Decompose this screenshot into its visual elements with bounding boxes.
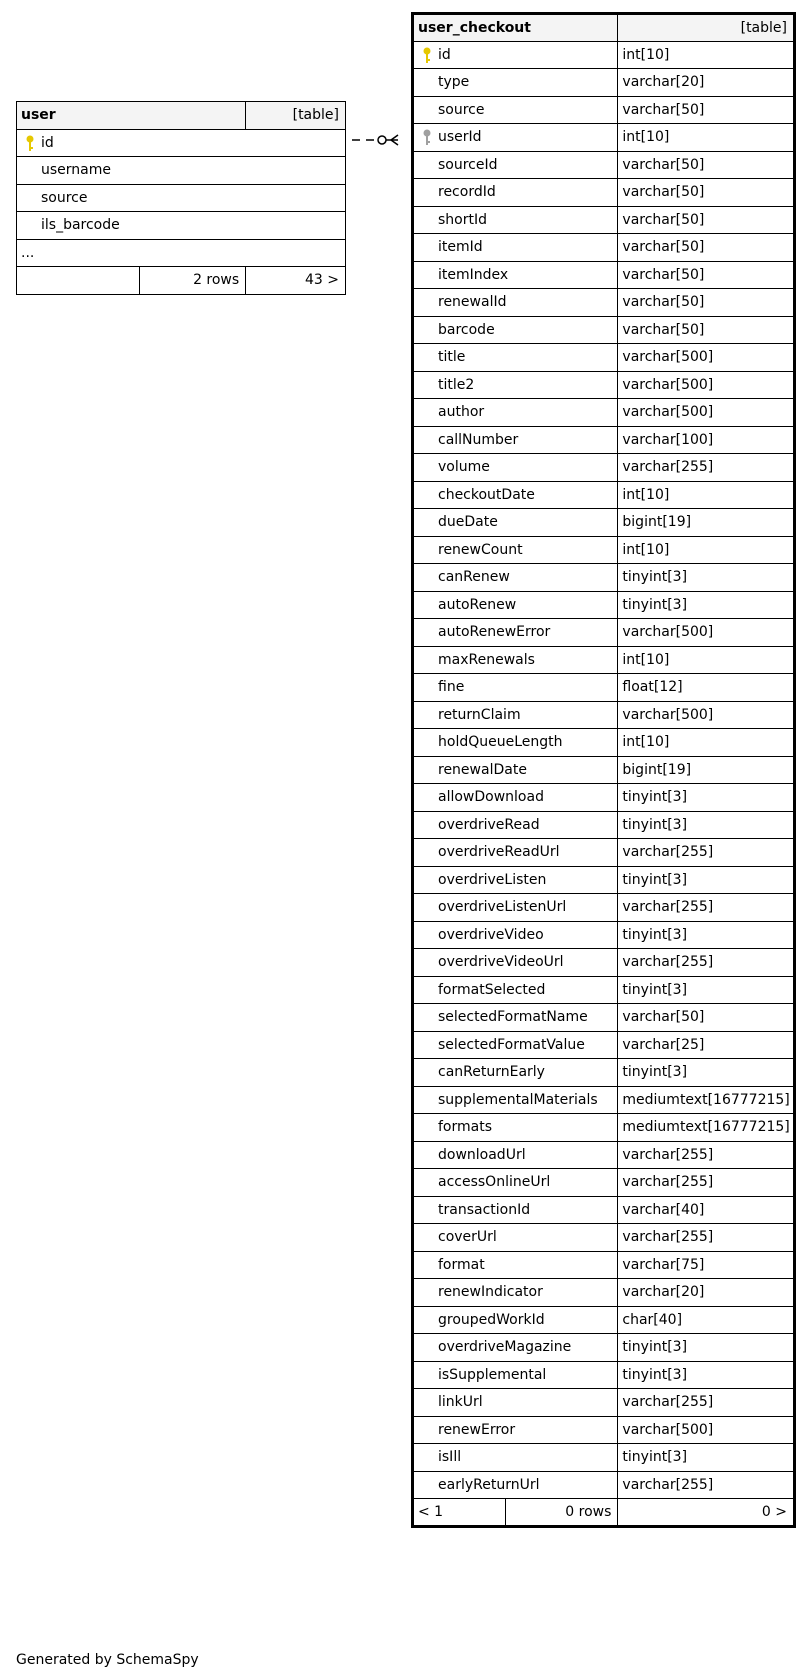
column-name-text: ils_barcode [41, 217, 120, 234]
column-name [17, 184, 346, 212]
column-name-text: barcode [438, 321, 495, 338]
column-name [413, 811, 618, 839]
column-name [413, 756, 618, 784]
column-type: varchar[50] [618, 289, 795, 317]
generated-by-footer: Generated by SchemaSpy [16, 1652, 199, 1668]
table-name: user_checkout [413, 14, 618, 42]
table-row [17, 129, 346, 157]
table-row [413, 591, 795, 619]
column-name [413, 619, 618, 647]
table-footer [17, 267, 346, 295]
column-name-text: formats [438, 1119, 493, 1136]
column-type: tinyint[3] [618, 1444, 795, 1472]
column-name-text: downloadUrl [438, 1146, 526, 1163]
column-type: varchar[50] [618, 206, 795, 234]
column-type: tinyint[3] [618, 976, 795, 1004]
table-row [413, 399, 795, 427]
column-type: varchar[255] [618, 1471, 795, 1499]
column-name [413, 96, 618, 124]
table-row [413, 1471, 795, 1499]
column-name-text: username [41, 162, 111, 179]
column-name [413, 69, 618, 97]
table-row [413, 674, 795, 702]
column-name [413, 564, 618, 592]
table-header [17, 102, 346, 130]
column-type: varchar[40] [618, 1196, 795, 1224]
column-name-text: dueDate [438, 514, 498, 531]
column-type: tinyint[3] [618, 811, 795, 839]
column-type: varchar[50] [618, 179, 795, 207]
table-row [413, 1279, 795, 1307]
table-row [413, 69, 795, 97]
column-name-text: linkUrl [438, 1394, 483, 1411]
table-row [413, 371, 795, 399]
table-row [413, 1196, 795, 1224]
column-name-text: renewalId [438, 294, 507, 311]
column-name [17, 157, 346, 185]
column-name-text: itemIndex [438, 266, 509, 283]
column-type: varchar[255] [618, 1389, 795, 1417]
parents-count: < 1 [413, 1499, 506, 1527]
column-name [413, 1224, 618, 1252]
column-name-text: fine [438, 679, 465, 696]
column-type: tinyint[3] [618, 1361, 795, 1389]
table-row [17, 184, 346, 212]
table-row [413, 41, 795, 69]
column-name [413, 839, 618, 867]
table-row [413, 564, 795, 592]
column-type: varchar[50] [618, 261, 795, 289]
column-name [413, 921, 618, 949]
column-name [413, 1141, 618, 1169]
column-name-text: overdriveRead [438, 816, 540, 833]
table-row [413, 1361, 795, 1389]
table-row [413, 1334, 795, 1362]
column-type: int[10] [618, 646, 795, 674]
column-type: varchar[500] [618, 619, 795, 647]
column-type: varchar[255] [618, 949, 795, 977]
table-name: user [17, 102, 246, 130]
column-name [413, 1086, 618, 1114]
column-type: varchar[255] [618, 839, 795, 867]
table-row [413, 1444, 795, 1472]
column-name-text: format [438, 1256, 485, 1273]
column-type: varchar[500] [618, 701, 795, 729]
column-name [413, 481, 618, 509]
table-row [413, 811, 795, 839]
more-columns-indicator: ... [17, 239, 346, 267]
column-name [413, 1031, 618, 1059]
column-name-text: earlyReturnUrl [438, 1476, 540, 1493]
column-name-text: accessOnlineUrl [438, 1174, 551, 1191]
column-type: varchar[75] [618, 1251, 795, 1279]
column-name [413, 1444, 618, 1472]
column-name-text: allowDownload [438, 789, 544, 806]
table-row [413, 701, 795, 729]
column-name [413, 536, 618, 564]
table-row [413, 729, 795, 757]
column-type: int[10] [618, 124, 795, 152]
column-name-text: callNumber [438, 431, 519, 448]
table-row [413, 1416, 795, 1444]
column-name-text: maxRenewals [438, 651, 535, 668]
column-type: varchar[100] [618, 426, 795, 454]
column-name-text: isSupplemental [438, 1366, 547, 1383]
column-name [413, 784, 618, 812]
column-type: varchar[50] [618, 316, 795, 344]
column-type: tinyint[3] [618, 866, 795, 894]
table-row [413, 509, 795, 537]
column-type: mediumtext[16777215] [618, 1086, 795, 1114]
column-type: varchar[500] [618, 1416, 795, 1444]
column-name [413, 1416, 618, 1444]
column-name [413, 41, 618, 69]
table-row [17, 212, 346, 240]
column-name [413, 124, 618, 152]
table-row [413, 756, 795, 784]
column-name-text: returnClaim [438, 706, 521, 723]
column-type: int[10] [618, 41, 795, 69]
table-row [413, 1389, 795, 1417]
column-type: varchar[20] [618, 69, 795, 97]
column-name-text: checkoutDate [438, 486, 535, 503]
column-type: int[10] [618, 481, 795, 509]
column-type: varchar[50] [618, 1004, 795, 1032]
column-name [413, 426, 618, 454]
column-name-text: overdriveListenUrl [438, 899, 567, 916]
column-name [413, 1169, 618, 1197]
column-name-text: overdriveVideo [438, 926, 544, 943]
column-name-text: renewCount [438, 541, 523, 558]
column-name-text: groupedWorkId [438, 1311, 545, 1328]
column-name [413, 1389, 618, 1417]
column-name [413, 206, 618, 234]
table-row [413, 1004, 795, 1032]
column-name [413, 894, 618, 922]
column-type: tinyint[3] [618, 1334, 795, 1362]
column-name-text: selectedFormatValue [438, 1036, 585, 1053]
column-name-text: sourceId [438, 156, 498, 173]
column-name-text: userId [438, 129, 482, 146]
column-name-text: canRenew [438, 569, 510, 586]
column-type: mediumtext[16777215] [618, 1114, 795, 1142]
column-name [413, 674, 618, 702]
column-name [413, 261, 618, 289]
table-row [413, 1114, 795, 1142]
column-name-text: id [41, 134, 54, 151]
table-row [17, 157, 346, 185]
table-row [413, 454, 795, 482]
user-checkout-table [411, 12, 796, 1528]
column-name [413, 1279, 618, 1307]
column-type: int[10] [618, 729, 795, 757]
table-row [413, 426, 795, 454]
column-name-text: transactionId [438, 1201, 531, 1218]
column-name-text: title [438, 349, 466, 366]
column-name-text: source [438, 101, 485, 118]
column-type: varchar[500] [618, 371, 795, 399]
column-name [413, 591, 618, 619]
column-type: tinyint[3] [618, 564, 795, 592]
column-name [413, 234, 618, 262]
column-name-text: overdriveListen [438, 871, 547, 888]
table-row [413, 839, 795, 867]
column-type: tinyint[3] [618, 1059, 795, 1087]
table-row [413, 96, 795, 124]
column-name [413, 1334, 618, 1362]
table-row [413, 179, 795, 207]
column-type: varchar[20] [618, 1279, 795, 1307]
column-type: tinyint[3] [618, 591, 795, 619]
column-name [413, 866, 618, 894]
column-type: varchar[500] [618, 399, 795, 427]
table-row [413, 124, 795, 152]
primary-key-icon [25, 135, 35, 152]
column-name-text: renewError [438, 1421, 516, 1438]
table-row [413, 1086, 795, 1114]
table-row [413, 1169, 795, 1197]
column-name [413, 729, 618, 757]
column-name [413, 1004, 618, 1032]
column-type: bigint[19] [618, 756, 795, 784]
column-name [413, 1306, 618, 1334]
children-count: 43 > [246, 267, 346, 295]
column-type: bigint[19] [618, 509, 795, 537]
column-type: char[40] [618, 1306, 795, 1334]
table-row [413, 536, 795, 564]
table-row [413, 261, 795, 289]
table-footer [413, 1499, 795, 1527]
column-name-text: holdQueueLength [438, 734, 563, 751]
column-name-text: overdriveMagazine [438, 1339, 572, 1356]
table-row [413, 151, 795, 179]
column-type: varchar[50] [618, 96, 795, 124]
column-name [413, 701, 618, 729]
column-type: varchar[255] [618, 454, 795, 482]
table-row [413, 976, 795, 1004]
row-count: 0 rows [505, 1499, 618, 1527]
table-row [413, 784, 795, 812]
table-row [413, 1141, 795, 1169]
column-name [413, 1114, 618, 1142]
column-name [413, 179, 618, 207]
column-name [413, 1471, 618, 1499]
column-name [413, 949, 618, 977]
column-type: varchar[50] [618, 234, 795, 262]
user-table [16, 101, 346, 295]
column-type: tinyint[3] [618, 921, 795, 949]
column-type: varchar[50] [618, 151, 795, 179]
column-type: tinyint[3] [618, 784, 795, 812]
column-name-text: coverUrl [438, 1229, 497, 1246]
foreign-key-icon [422, 129, 432, 146]
column-name-text: id [438, 46, 451, 63]
column-name [413, 454, 618, 482]
column-type: varchar[255] [618, 1141, 795, 1169]
table-row [413, 1059, 795, 1087]
column-name [413, 344, 618, 372]
table-row [413, 1306, 795, 1334]
column-name-text: recordId [438, 184, 496, 201]
table-row [413, 866, 795, 894]
column-type: varchar[255] [618, 1169, 795, 1197]
table-row [413, 1251, 795, 1279]
column-name-text: overdriveReadUrl [438, 844, 560, 861]
column-name-text: renewalDate [438, 761, 527, 778]
column-name-text: author [438, 404, 485, 421]
column-name-text: renewIndicator [438, 1284, 543, 1301]
column-name [413, 316, 618, 344]
column-name-text: shortId [438, 211, 487, 228]
table-row [413, 949, 795, 977]
table-row [413, 344, 795, 372]
table-row [413, 1224, 795, 1252]
column-type: varchar[255] [618, 894, 795, 922]
column-name-text: canReturnEarly [438, 1064, 545, 1081]
column-name [413, 371, 618, 399]
column-type: int[10] [618, 536, 795, 564]
more-columns-row [17, 239, 346, 267]
table-row [413, 646, 795, 674]
table-row [413, 619, 795, 647]
table-kind-label: [table] [246, 102, 346, 130]
column-name-text: volume [438, 459, 490, 476]
column-type: varchar[25] [618, 1031, 795, 1059]
column-name [413, 1196, 618, 1224]
table-row [413, 894, 795, 922]
column-name [17, 129, 346, 157]
table-row [413, 921, 795, 949]
row-count: 2 rows [140, 267, 246, 295]
children-count: 0 > [618, 1499, 795, 1527]
column-name [413, 646, 618, 674]
primary-key-icon [422, 47, 432, 64]
column-name-text: supplementalMaterials [438, 1091, 598, 1108]
parents-count [17, 267, 140, 295]
column-name [413, 399, 618, 427]
column-name-text: formatSelected [438, 981, 546, 998]
column-name [413, 289, 618, 317]
column-name-text: itemId [438, 239, 483, 256]
column-type: varchar[500] [618, 344, 795, 372]
column-name [413, 509, 618, 537]
column-name-text: source [41, 189, 88, 206]
column-name [413, 1251, 618, 1279]
column-name-text: selectedFormatName [438, 1009, 588, 1026]
table-header [413, 14, 795, 42]
column-name [413, 151, 618, 179]
table-row [413, 481, 795, 509]
column-name-text: overdriveVideoUrl [438, 954, 564, 971]
column-name [17, 212, 346, 240]
table-kind-label: [table] [618, 14, 795, 42]
column-name-text: isIll [438, 1449, 462, 1466]
column-name [413, 1059, 618, 1087]
table-row [413, 316, 795, 344]
column-type: float[12] [618, 674, 795, 702]
table-row [413, 1031, 795, 1059]
table-row [413, 206, 795, 234]
column-name [413, 976, 618, 1004]
table-row [413, 289, 795, 317]
table-row [413, 234, 795, 262]
column-name-text: title2 [438, 376, 475, 393]
column-name [413, 1361, 618, 1389]
column-name-text: autoRenewError [438, 624, 551, 641]
column-type: varchar[255] [618, 1224, 795, 1252]
column-name-text: autoRenew [438, 596, 517, 613]
column-name-text: type [438, 74, 470, 91]
